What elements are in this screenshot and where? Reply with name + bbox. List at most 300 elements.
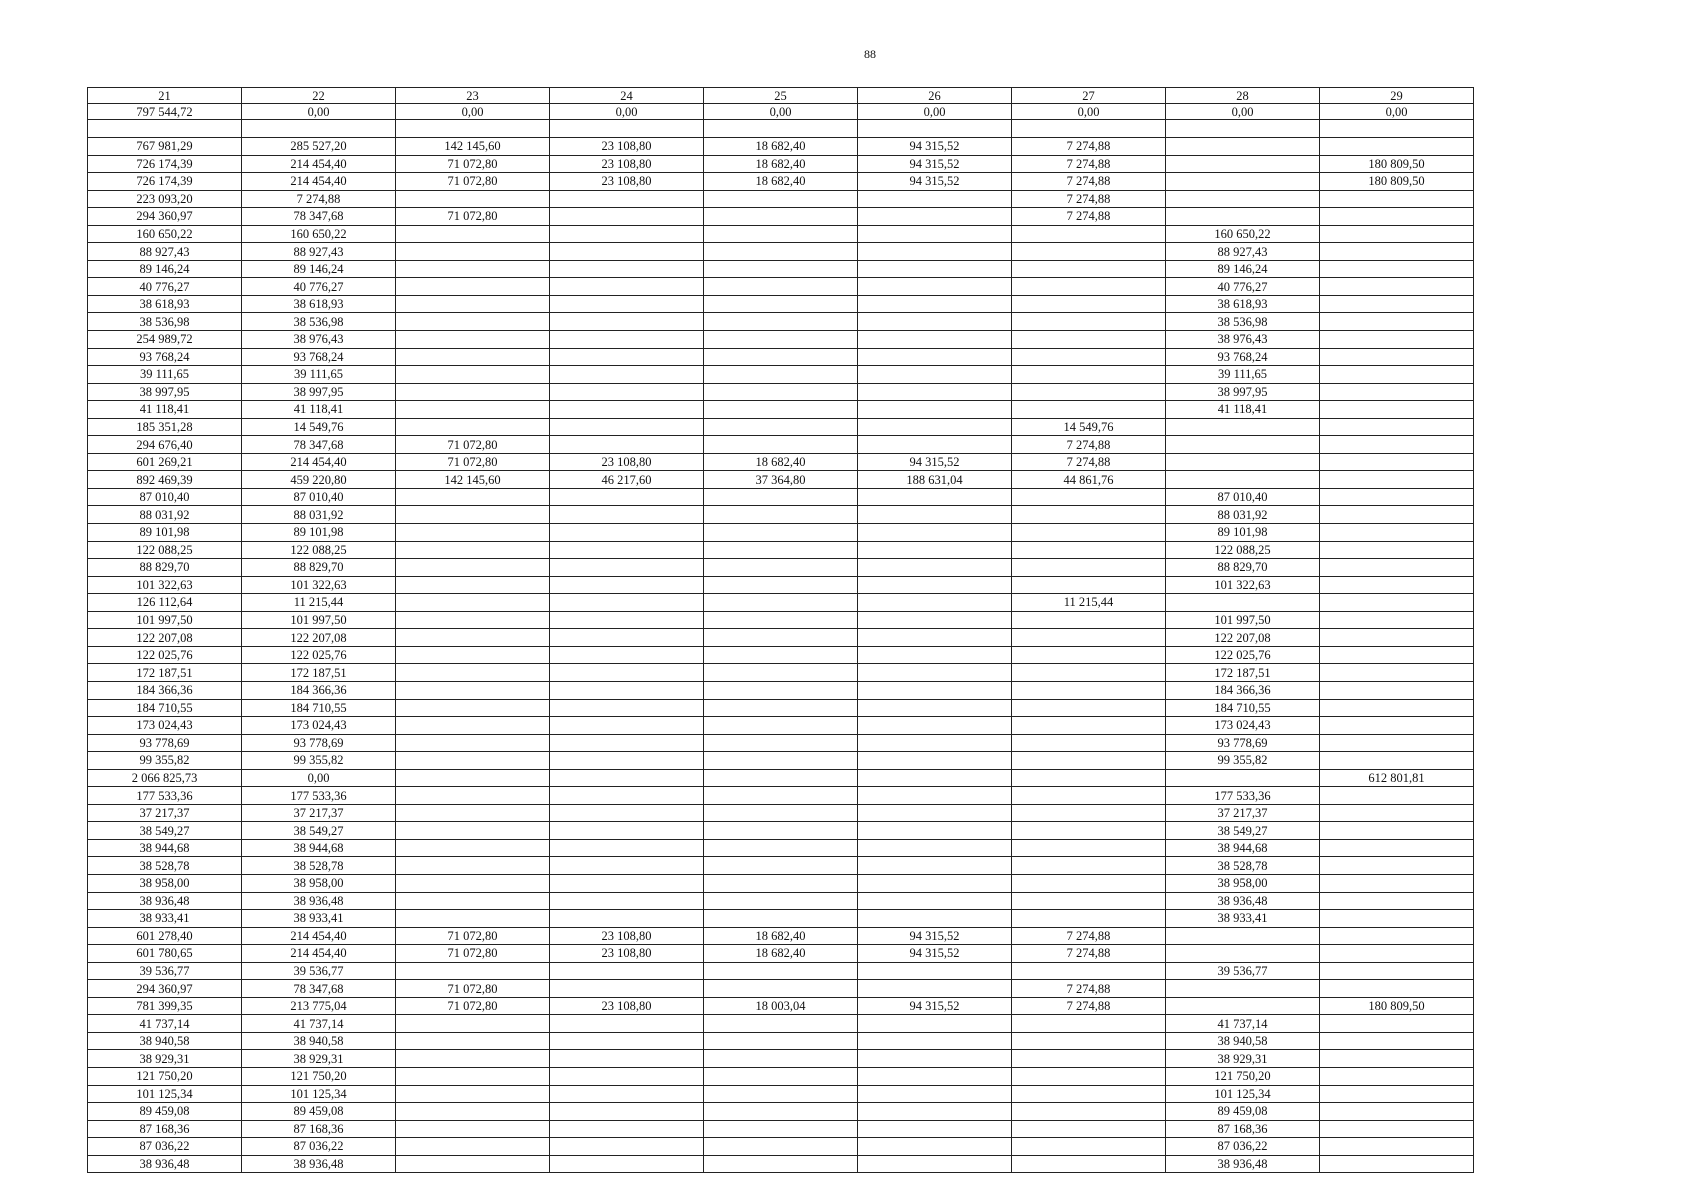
table-cell (1320, 418, 1474, 436)
table-cell: 173 024,43 (1166, 717, 1320, 735)
table-cell: 88 829,70 (1166, 559, 1320, 577)
table-cell (858, 839, 1012, 857)
table-row (88, 752, 1474, 770)
table-cell (1320, 278, 1474, 296)
table-cell (704, 752, 858, 770)
table-cell (704, 418, 858, 436)
table-cell (1012, 1155, 1166, 1173)
table-cell: 37 217,37 (242, 804, 396, 822)
table-cell (396, 506, 550, 524)
table-cell (396, 681, 550, 699)
table-row (88, 787, 1474, 805)
table-cell (1012, 348, 1166, 366)
table-cell: 37 217,37 (1166, 804, 1320, 822)
table-cell (704, 1032, 858, 1050)
table-cell (704, 295, 858, 313)
table-cell: 180 809,50 (1320, 997, 1474, 1015)
table-cell (396, 892, 550, 910)
table-cell (858, 752, 1012, 770)
table-cell (396, 962, 550, 980)
table-cell (550, 857, 704, 875)
table-cell (396, 822, 550, 840)
table-cell: 38 944,68 (88, 839, 242, 857)
table-cell (396, 1032, 550, 1050)
table-cell: 160 650,22 (1166, 225, 1320, 243)
table-cell (550, 611, 704, 629)
table-cell (858, 594, 1012, 612)
table-cell (704, 243, 858, 261)
table-cell (1320, 594, 1474, 612)
table-cell (396, 488, 550, 506)
table-cell (1166, 927, 1320, 945)
table-cell: 93 778,69 (242, 734, 396, 752)
table-row (88, 1032, 1474, 1050)
table-cell: 94 315,52 (858, 997, 1012, 1015)
table-cell (1166, 138, 1320, 156)
table-cell (550, 418, 704, 436)
table-cell: 122 088,25 (1166, 541, 1320, 559)
table-cell (858, 1085, 1012, 1103)
table-cell (1012, 225, 1166, 243)
table-cell: 88 927,43 (242, 243, 396, 261)
table-row (88, 594, 1474, 612)
table-cell: 14 549,76 (1012, 418, 1166, 436)
table-row (88, 471, 1474, 489)
table-cell: 0,00 (704, 104, 858, 120)
table-row (88, 962, 1474, 980)
table-cell (1320, 1015, 1474, 1033)
table-cell: 11 215,44 (242, 594, 396, 612)
table-cell (858, 436, 1012, 454)
table-cell (1012, 243, 1166, 261)
table-row (88, 488, 1474, 506)
table-cell: 160 650,22 (88, 225, 242, 243)
table-cell: 71 072,80 (396, 997, 550, 1015)
table-cell (1012, 1067, 1166, 1085)
table-row (88, 769, 1474, 787)
table-cell: 38 549,27 (1166, 822, 1320, 840)
table-cell (858, 1032, 1012, 1050)
table-cell: 23 108,80 (550, 927, 704, 945)
table-cell (858, 804, 1012, 822)
table-cell: 39 111,65 (88, 366, 242, 384)
table-cell (1320, 910, 1474, 928)
table-cell (704, 576, 858, 594)
table-cell (1166, 594, 1320, 612)
table-cell (1320, 822, 1474, 840)
table-cell: 184 366,36 (242, 681, 396, 699)
table-cell (1012, 874, 1166, 892)
table-cell (858, 278, 1012, 296)
table-cell (396, 541, 550, 559)
table-cell (858, 208, 1012, 226)
table-cell (704, 506, 858, 524)
table-cell: 18 682,40 (704, 173, 858, 191)
table-cell: 101 125,34 (88, 1085, 242, 1103)
table-row (88, 1155, 1474, 1173)
table-cell: 94 315,52 (858, 173, 1012, 191)
table-cell: 38 976,43 (1166, 331, 1320, 349)
table-cell (396, 646, 550, 664)
table-cell (1012, 1032, 1166, 1050)
table-cell (1320, 717, 1474, 735)
table-cell (550, 348, 704, 366)
table-cell: 14 549,76 (242, 418, 396, 436)
table-cell (858, 313, 1012, 331)
table-cell (858, 787, 1012, 805)
table-cell: 41 118,41 (88, 401, 242, 419)
table-cell (550, 734, 704, 752)
table-cell (1320, 190, 1474, 208)
table-cell (1012, 506, 1166, 524)
table-cell (396, 418, 550, 436)
table-cell: 459 220,80 (242, 471, 396, 489)
table-cell (396, 120, 550, 138)
table-cell (858, 769, 1012, 787)
table-cell: 7 274,88 (1012, 980, 1166, 998)
table-cell (1320, 488, 1474, 506)
table-cell (396, 576, 550, 594)
table-cell (550, 524, 704, 542)
table-cell (396, 260, 550, 278)
table-row (88, 646, 1474, 664)
table-cell: 38 536,98 (1166, 313, 1320, 331)
table-cell (396, 1067, 550, 1085)
table-cell: 94 315,52 (858, 927, 1012, 945)
table-cell: 23 108,80 (550, 945, 704, 963)
table-row (88, 506, 1474, 524)
table-row (88, 1085, 1474, 1103)
table-cell (1012, 752, 1166, 770)
table-cell: 38 618,93 (88, 295, 242, 313)
table-cell (858, 260, 1012, 278)
table-row (88, 524, 1474, 542)
table-cell: 88 031,92 (1166, 506, 1320, 524)
table-cell (396, 752, 550, 770)
table-cell (550, 699, 704, 717)
table-cell: 7 274,88 (242, 190, 396, 208)
table-cell (396, 910, 550, 928)
table-cell: 2 066 825,73 (88, 769, 242, 787)
table-cell: 87 168,36 (242, 1120, 396, 1138)
table-cell (858, 874, 1012, 892)
table-cell: 38 936,48 (88, 1155, 242, 1173)
table-cell (858, 488, 1012, 506)
table-cell (858, 559, 1012, 577)
table-cell (704, 980, 858, 998)
table-cell (858, 524, 1012, 542)
table-cell: 38 976,43 (242, 331, 396, 349)
table-cell (396, 1015, 550, 1033)
table-cell (1012, 576, 1166, 594)
table-cell: 38 940,58 (88, 1032, 242, 1050)
table-cell: 101 322,63 (88, 576, 242, 594)
table-cell: 188 631,04 (858, 471, 1012, 489)
table-cell: 122 207,08 (242, 629, 396, 647)
table-cell: 38 958,00 (1166, 874, 1320, 892)
table-cell (1166, 980, 1320, 998)
table-cell (396, 699, 550, 717)
table-cell (550, 1085, 704, 1103)
table-cell: 7 274,88 (1012, 190, 1166, 208)
table-cell (704, 541, 858, 559)
table-cell: 87 036,22 (88, 1138, 242, 1156)
table-cell (550, 243, 704, 261)
table-cell: 184 710,55 (242, 699, 396, 717)
table-cell (550, 541, 704, 559)
table-cell: 122 088,25 (88, 541, 242, 559)
table-cell: 0,00 (1012, 104, 1166, 120)
table-cell (550, 313, 704, 331)
table-cell: 38 549,27 (88, 822, 242, 840)
table-cell: 71 072,80 (396, 155, 550, 173)
table-cell (396, 366, 550, 384)
table-cell: 122 207,08 (88, 629, 242, 647)
table-cell (550, 1015, 704, 1033)
table-cell: 78 347,68 (242, 436, 396, 454)
table-cell (396, 1103, 550, 1121)
table-cell: 726 174,39 (88, 155, 242, 173)
table-cell: 213 775,04 (242, 997, 396, 1015)
table-cell: 71 072,80 (396, 453, 550, 471)
table-cell (550, 331, 704, 349)
table-row (88, 892, 1474, 910)
table-cell: 37 217,37 (88, 804, 242, 822)
table-cell (704, 1155, 858, 1173)
table-row (88, 1120, 1474, 1138)
table-cell: 23 108,80 (550, 453, 704, 471)
table-cell (704, 120, 858, 138)
table-cell: 7 274,88 (1012, 436, 1166, 454)
table-cell (704, 787, 858, 805)
table-cell (550, 787, 704, 805)
table-cell (858, 629, 1012, 647)
table-row (88, 120, 1474, 138)
table-cell (704, 962, 858, 980)
table-cell: 38 940,58 (242, 1032, 396, 1050)
table-cell: 18 682,40 (704, 453, 858, 471)
table-cell: 38 549,27 (242, 822, 396, 840)
table-cell (1320, 787, 1474, 805)
table-cell: 7 274,88 (1012, 997, 1166, 1015)
table-cell (858, 734, 1012, 752)
table-cell: 294 676,40 (88, 436, 242, 454)
table-cell (1166, 190, 1320, 208)
table-cell: 121 750,20 (242, 1067, 396, 1085)
table-cell (550, 1050, 704, 1068)
page-number: 88 (864, 47, 876, 61)
table-cell: 38 936,48 (1166, 892, 1320, 910)
table-cell (858, 190, 1012, 208)
table-cell (550, 717, 704, 735)
data-table (87, 87, 1474, 1173)
table-cell: 38 958,00 (88, 874, 242, 892)
table-cell: 89 101,98 (242, 524, 396, 542)
table-cell (1320, 734, 1474, 752)
table-row (88, 664, 1474, 682)
table-cell: 38 944,68 (1166, 839, 1320, 857)
table-cell (1320, 962, 1474, 980)
table-row (88, 997, 1474, 1015)
table-cell: 177 533,36 (88, 787, 242, 805)
table-cell (396, 717, 550, 735)
table-cell (1320, 699, 1474, 717)
table-cell (858, 401, 1012, 419)
table-row (88, 418, 1474, 436)
table-cell: 87 036,22 (242, 1138, 396, 1156)
table-row (88, 208, 1474, 226)
table-cell (550, 401, 704, 419)
table-cell (1012, 734, 1166, 752)
table-row (88, 331, 1474, 349)
table-cell (858, 664, 1012, 682)
table-cell (1012, 1138, 1166, 1156)
table-cell (1320, 857, 1474, 875)
table-cell (1012, 383, 1166, 401)
table-cell: 18 682,40 (704, 945, 858, 963)
table-cell: 294 360,97 (88, 208, 242, 226)
table-cell (1320, 1103, 1474, 1121)
table-cell: 38 933,41 (1166, 910, 1320, 928)
table-cell: 38 933,41 (88, 910, 242, 928)
table-cell (704, 401, 858, 419)
column-header: 26 (858, 88, 1012, 104)
table-cell (1320, 1138, 1474, 1156)
table-cell (1012, 331, 1166, 349)
table-cell (704, 383, 858, 401)
table-cell (858, 331, 1012, 349)
table-cell: 78 347,68 (242, 208, 396, 226)
column-header: 27 (1012, 88, 1166, 104)
table-cell (550, 278, 704, 296)
table-cell (396, 839, 550, 857)
table-cell: 781 399,35 (88, 997, 242, 1015)
table-cell (858, 225, 1012, 243)
table-cell (858, 576, 1012, 594)
table-cell (1320, 559, 1474, 577)
table-cell (858, 857, 1012, 875)
table-cell: 101 997,50 (1166, 611, 1320, 629)
table-cell: 172 187,51 (88, 664, 242, 682)
table-cell: 797 544,72 (88, 104, 242, 120)
table-cell: 214 454,40 (242, 155, 396, 173)
table-cell (858, 1067, 1012, 1085)
table-cell (396, 857, 550, 875)
table-cell (550, 120, 704, 138)
table-cell: 87 168,36 (88, 1120, 242, 1138)
table-cell: 40 776,27 (88, 278, 242, 296)
table-cell (1320, 524, 1474, 542)
table-cell: 39 111,65 (242, 366, 396, 384)
table-cell (1012, 962, 1166, 980)
table-cell (550, 962, 704, 980)
table-cell (704, 1050, 858, 1068)
table-cell (704, 190, 858, 208)
table-cell (1320, 208, 1474, 226)
table-cell: 39 536,77 (1166, 962, 1320, 980)
table-cell (1320, 225, 1474, 243)
table-cell: 39 536,77 (242, 962, 396, 980)
table-cell (1320, 1120, 1474, 1138)
table-cell (704, 260, 858, 278)
table-cell (1012, 1015, 1166, 1033)
table-row (88, 278, 1474, 296)
table-cell (1320, 681, 1474, 699)
table-cell (1320, 1032, 1474, 1050)
table-cell: 7 274,88 (1012, 208, 1166, 226)
table-cell: 11 215,44 (1012, 594, 1166, 612)
table-cell: 18 682,40 (704, 927, 858, 945)
table-cell (396, 734, 550, 752)
table-cell (396, 769, 550, 787)
table-cell (1012, 1103, 1166, 1121)
table-cell: 173 024,43 (242, 717, 396, 735)
table-cell (550, 506, 704, 524)
table-cell (550, 681, 704, 699)
table-cell (704, 717, 858, 735)
table-cell (704, 804, 858, 822)
table-cell (396, 383, 550, 401)
table-cell: 38 536,98 (88, 313, 242, 331)
table-cell (396, 787, 550, 805)
table-cell (1320, 295, 1474, 313)
table-cell (550, 769, 704, 787)
table-cell (704, 559, 858, 577)
table-row (88, 190, 1474, 208)
table-cell: 88 031,92 (242, 506, 396, 524)
table-cell (704, 699, 858, 717)
table-cell (88, 120, 242, 138)
table-cell: 612 801,81 (1320, 769, 1474, 787)
table-cell (704, 348, 858, 366)
table-cell: 7 274,88 (1012, 138, 1166, 156)
table-cell (396, 1085, 550, 1103)
table-cell (1320, 629, 1474, 647)
table-row (88, 313, 1474, 331)
table-cell (550, 1067, 704, 1085)
table-row (88, 173, 1474, 191)
table-cell (396, 804, 550, 822)
table-cell: 38 936,48 (88, 892, 242, 910)
table-cell (858, 717, 1012, 735)
table-cell (1320, 453, 1474, 471)
table-cell (704, 769, 858, 787)
table-cell: 184 710,55 (88, 699, 242, 717)
table-cell (1320, 260, 1474, 278)
table-cell (704, 225, 858, 243)
table-cell (1012, 839, 1166, 857)
table-cell: 101 125,34 (242, 1085, 396, 1103)
table-cell (1012, 681, 1166, 699)
table-cell (704, 208, 858, 226)
table-cell: 254 989,72 (88, 331, 242, 349)
table-cell: 892 469,39 (88, 471, 242, 489)
table-cell (550, 910, 704, 928)
table-cell: 38 997,95 (1166, 383, 1320, 401)
table-cell: 101 997,50 (242, 611, 396, 629)
table-cell: 180 809,50 (1320, 155, 1474, 173)
table-cell (704, 681, 858, 699)
table-cell: 121 750,20 (88, 1067, 242, 1085)
table-cell (704, 1138, 858, 1156)
table-cell: 38 936,48 (1166, 1155, 1320, 1173)
table-cell: 214 454,40 (242, 927, 396, 945)
table-cell (1320, 348, 1474, 366)
table-cell: 89 101,98 (1166, 524, 1320, 542)
table-cell: 0,00 (858, 104, 1012, 120)
table-cell (1320, 366, 1474, 384)
table-cell (858, 541, 1012, 559)
